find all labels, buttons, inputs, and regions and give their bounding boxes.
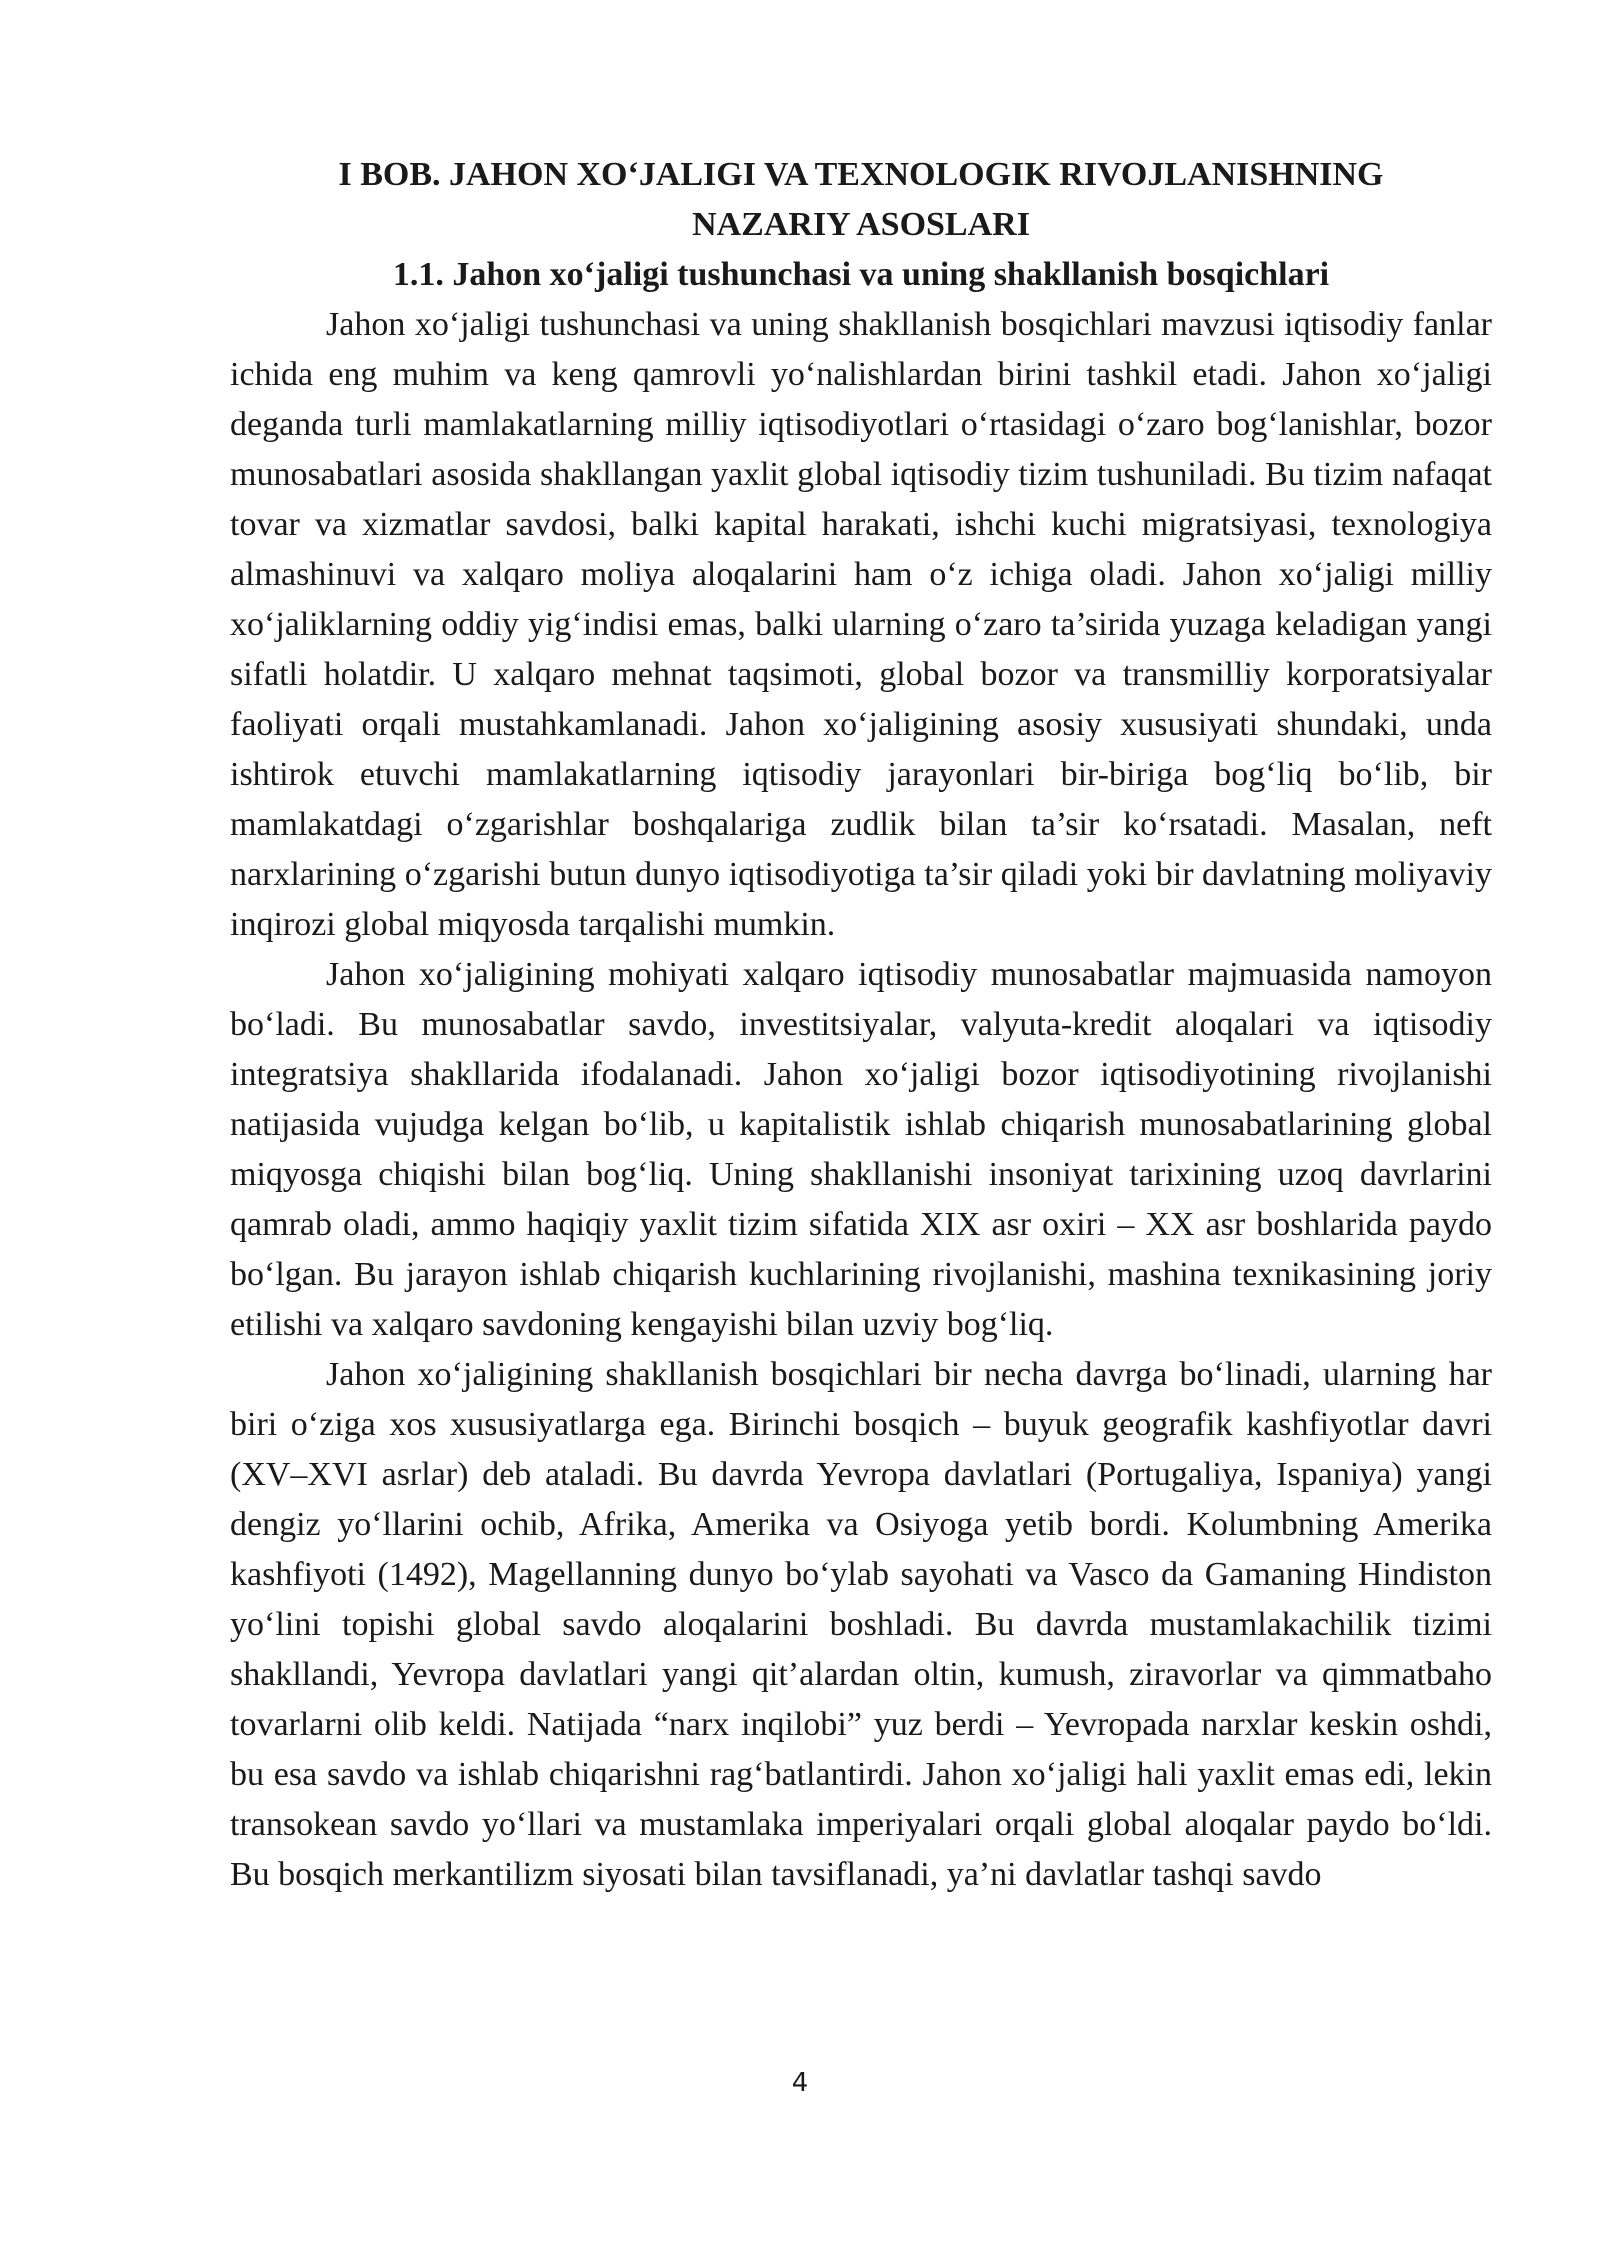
page-number: 4	[791, 2068, 809, 2098]
paragraph-2: Jahon xo‘jaligining mohiyati xalqaro iqtisodiy munosabatlar majmuasida namoyon bo‘ladi. Bu munosabatlar savdo, investitsiyalar, valyuta-kredit aloqalari va iqtisodiy integratsiya shakllarida ifodalanadi. Jahon xo‘jaligi bozor iqtisodiyotining rivojlanishi natijasida vujudga kelgan bo‘lib, u kapitalistik ishlab chiqarish munosabatlarining global miqyosga chiqishi bilan bog‘liq. Uning shakllanishi insoniyat tarixining uzoq davrlarini qamrab oladi, ammo haqiqiy yaxlit tizim sifatida XIX asr oxiri – XX asr boshlarida paydo bo‘lgan. Bu jarayon ishlab chiqarish kuchlarining rivojlanishi, mashina texnikasining joriy etilishi va xalqaro savdoning kengayishi bilan uzviy bog‘liq.	[230, 956, 1492, 1343]
page-content	[230, 150, 1492, 1900]
paragraph-1: Jahon xo‘jaligi tushunchasi va uning shakllanish bosqichlari mavzusi iqtisodiy fanlar ichida eng muhim va keng qamrovli yo‘nalishlardan birini tashkil etadi. Jahon xo‘jaligi deganda turli mamlakatlarning milliy iqtisodiyotlari o‘rtasidagi o‘zaro bog‘lanishlar, bozor munosabatlari asosida shakllangan yaxlit global iqtisodiy tizim tushuniladi. Bu tizim nafaqat tovar va xizmatlar savdosi, balki kapital harakati, ishchi kuchi migratsiyasi, texnologiya almashinuvi va xalqaro moliya aloqalarini ham o‘z ichiga oladi. Jahon xo‘jaligi milliy xo‘jaliklarning oddiy yig‘indisi emas, balki ularning o‘zaro ta’sirida yuzaga keladigan yangi sifatli holatdir. U xalqaro mehnat taqsimoti, global bozor va transmilliy korporatsiyalar faoliyati orqali mustahkamlanadi. Jahon xo‘jaligining asosiy xususiyati shundaki, unda ishtirok etuvchi mamlakatlarning iqtisodiy jarayonlari bir-biriga bog‘liq bo‘lib, bir mamlakatdagi o‘zgarishlar boshqalariga zudlik bilan ta’sir ko‘rsatadi. Masalan, neft narxlarining o‘zgarishi butun dunyo iqtisodiyotiga ta’sir qiladi yoki bir davlatning moliyaviy inqirozi global miqyosda tarqalishi mumkin.	[230, 306, 1492, 943]
chapter-title-line-1: I BOB. JAHON XO‘JALIGI VA TEXNOLOGIK RIVOJLANISHNING	[338, 156, 1384, 193]
chapter-title-line-2: NAZARIY ASOSLARI	[692, 206, 1030, 243]
paragraph-3: Jahon xo‘jaligining shakllanish bosqichlari bir necha davrga bo‘linadi, ularning har biri o‘ziga xos xususiyatlarga ega. Birinchi bosqich – buyuk geografik kashfiyotlar davri (XV–XVI asrlar) deb ataladi. Bu davrda Yevropa davlatlari (Portugaliya, Ispaniya) yangi dengiz yo‘llarini ochib, Afrika, Amerika va Osiyoga yetib bordi. Kolumbning Amerika kashfiyoti (1492), Magellanning dunyo bo‘ylab sayohati va Vasco da Gamaning Hindiston yo‘lini topishi global savdo aloqalarini boshladi. Bu davrda mustamlakachilik tizimi shakllandi, Yevropa davlatlari yangi qit’alardan oltin, kumush, ziravorlar va qimmatbaho tovarlarni olib keldi. Natijada “narx inqilobi” yuz berdi – Yevropada narxlar keskin oshdi, bu esa savdo va ishlab chiqarishni rag‘batlantirdi. Jahon xo‘jaligi hali yaxlit emas edi, lekin transokean savdo yo‘llari va mustamlaka imperiyalari orqali global aloqalar paydo bo‘ldi. Bu bosqich merkantilizm siyosati bilan tavsiflanadi, ya’ni davlatlar tashqi savdo	[230, 1356, 1492, 1893]
chapter-title	[230, 150, 1492, 250]
section-title: 1.1. Jahon xo‘jaligi tushunchasi va uning shakllanish bosqichlari	[392, 256, 1330, 293]
